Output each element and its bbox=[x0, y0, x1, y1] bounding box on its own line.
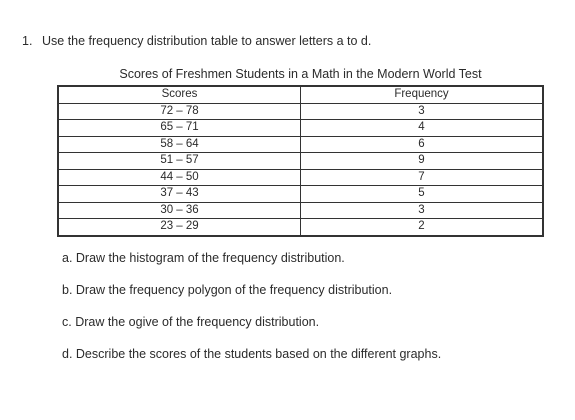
sub-question-d: d. Describe the scores of the students based on the different graphs. bbox=[62, 347, 442, 361]
frequency-cell: 9 bbox=[301, 153, 544, 170]
question-number: 1. bbox=[22, 34, 33, 48]
table-row bbox=[58, 103, 543, 120]
header-scores: Scores bbox=[58, 86, 301, 103]
score-interval-cell: 65 – 71 bbox=[58, 120, 301, 137]
table-caption: Scores of Freshmen Students in a Math in the Modern World Test bbox=[119, 67, 482, 81]
score-interval-cell: 58 – 64 bbox=[58, 136, 301, 153]
sub-question-list bbox=[62, 251, 441, 379]
table-row bbox=[58, 153, 543, 170]
score-interval-cell: 72 – 78 bbox=[58, 103, 301, 120]
score-interval-cell: 44 – 50 bbox=[58, 169, 301, 186]
frequency-cell: 3 bbox=[301, 202, 544, 219]
sub-question-b: b. Draw the frequency polygon of the frequency distribution. bbox=[62, 283, 393, 297]
frequency-cell: 4 bbox=[301, 120, 544, 137]
sub-question-c: c. Draw the ogive of the frequency distribution. bbox=[62, 315, 320, 329]
header-frequency: Frequency bbox=[301, 86, 544, 103]
frequency-cell: 2 bbox=[301, 219, 544, 236]
table-row bbox=[58, 136, 543, 153]
table-row bbox=[58, 169, 543, 186]
frequency-cell: 7 bbox=[301, 169, 544, 186]
frequency-cell: 3 bbox=[301, 103, 544, 120]
table-row bbox=[58, 219, 543, 236]
frequency-distribution-table bbox=[57, 85, 544, 237]
table-row bbox=[58, 120, 543, 137]
score-interval-cell: 51 – 57 bbox=[58, 153, 301, 170]
question-1 bbox=[22, 34, 371, 48]
table-header-row bbox=[58, 86, 543, 103]
question-text: Use the frequency distribution table to answer letters a to d. bbox=[42, 34, 372, 48]
score-interval-cell: 23 – 29 bbox=[58, 219, 301, 236]
table-row bbox=[58, 202, 543, 219]
score-interval-cell: 30 – 36 bbox=[58, 202, 301, 219]
sub-question-a: a. Draw the histogram of the frequency distribution. bbox=[62, 251, 345, 265]
score-interval-cell: 37 – 43 bbox=[58, 186, 301, 203]
frequency-cell: 6 bbox=[301, 136, 544, 153]
table-row bbox=[58, 186, 543, 203]
frequency-cell: 5 bbox=[301, 186, 544, 203]
